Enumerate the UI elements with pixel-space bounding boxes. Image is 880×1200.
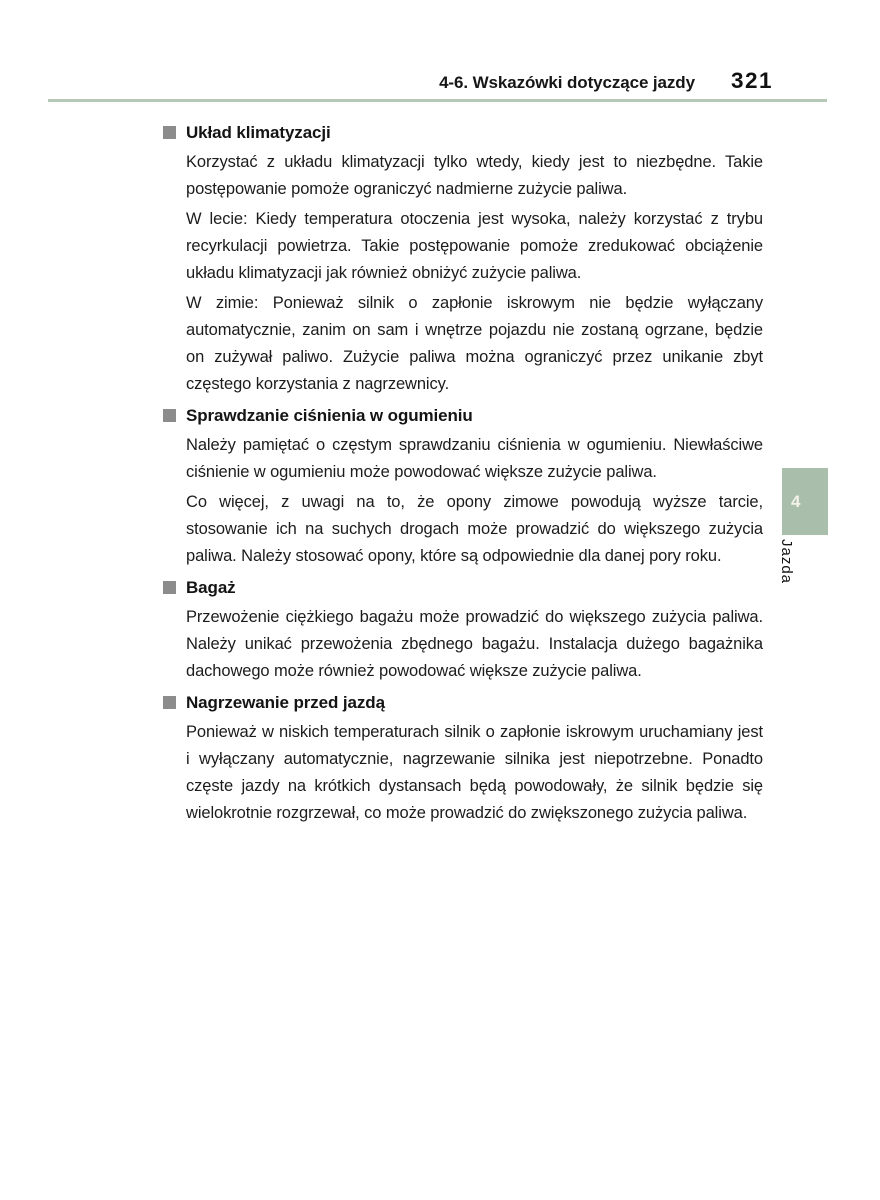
page-header bbox=[0, 68, 773, 94]
section-warming-up bbox=[163, 689, 763, 827]
chapter-tab-label: Jazda bbox=[778, 539, 795, 585]
paragraph: W zimie: Ponieważ silnik o zapłonie iskrowym nie będzie wyłączany automatycznie, zanim on sam i wnętrze pojazdu nie zostaną ogrzane, będzie on zużywał paliwo. Zużycie paliwa można ograniczyć przez unikanie zbyt częstego korzystania z nagrzewnicy. bbox=[186, 294, 763, 393]
square-bullet-icon bbox=[163, 581, 176, 594]
paragraph: Co więcej, z uwagi na to, że opony zimowe powodują wyższe tarcie, stosowanie ich na suchych drogach może prowadzić do większego zużycia paliwa. Należy stosować opony, które są odpowiednie dla danej pory roku. bbox=[186, 493, 763, 565]
section-title-label: Sprawdzanie ciśnienia w ogumieniu bbox=[186, 406, 473, 425]
square-bullet-icon bbox=[163, 126, 176, 139]
paragraph: Ponieważ w niskich temperaturach silnik o zapłonie iskrowym uruchamiany jest i wyłączany automatycznie, nagrzewanie silnika jest niepotrzebne. Ponadto częste jazdy na krótkich dystansach będą powodowały, że silnik będzie się wielokrotnie rozgrzewał, co może prowadzić do zwiększonego zużycia paliwa. bbox=[186, 723, 763, 822]
page-number: 321 bbox=[730, 68, 773, 93]
section-heading bbox=[163, 402, 763, 429]
section-heading bbox=[163, 119, 763, 146]
paragraph: Należy pamiętać o częstym sprawdzaniu ciśnienia w ogumieniu. Niewłaściwe ciśnienie w ogumieniu może powodować większe zużycie paliwa. bbox=[186, 436, 763, 481]
breadcrumb: 4-6. Wskazówki dotyczące jazdy bbox=[439, 73, 695, 92]
paragraph: W lecie: Kiedy temperatura otoczenia jest wysoka, należy korzystać z trybu recyrkulacji powietrza. Takie postępowanie pomoże zredukować obciążenie układu klimatyzacji jak również obniżyć zużycie paliwa. bbox=[186, 210, 763, 282]
section-title-label: Bagaż bbox=[186, 578, 236, 597]
section-air-conditioning bbox=[163, 119, 763, 398]
section-tire-pressure bbox=[163, 402, 763, 570]
paragraph: Przewożenie ciężkiego bagażu może prowadzić do większego zużycia paliwa. Należy unikać przewożenia zbędnego bagażu. Instalacja dużego bagażnika dachowego może również powodować większe zużycie paliwa. bbox=[186, 608, 763, 680]
chapter-tab bbox=[782, 468, 828, 535]
section-title-label: Układ klimatyzacji bbox=[186, 123, 331, 142]
page-content bbox=[163, 119, 763, 827]
square-bullet-icon bbox=[163, 409, 176, 422]
header-rule-divider bbox=[48, 99, 827, 102]
chapter-tab-number: 4 bbox=[791, 491, 801, 511]
paragraph: Korzystać z układu klimatyzacji tylko wtedy, kiedy jest to niezbędne. Takie postępowanie pomoże ograniczyć nadmierne zużycie paliwa. bbox=[186, 153, 763, 198]
section-luggage bbox=[163, 574, 763, 685]
section-title-label: Nagrzewanie przed jazdą bbox=[186, 693, 385, 712]
section-heading bbox=[163, 689, 763, 716]
square-bullet-icon bbox=[163, 696, 176, 709]
section-heading bbox=[163, 574, 763, 601]
